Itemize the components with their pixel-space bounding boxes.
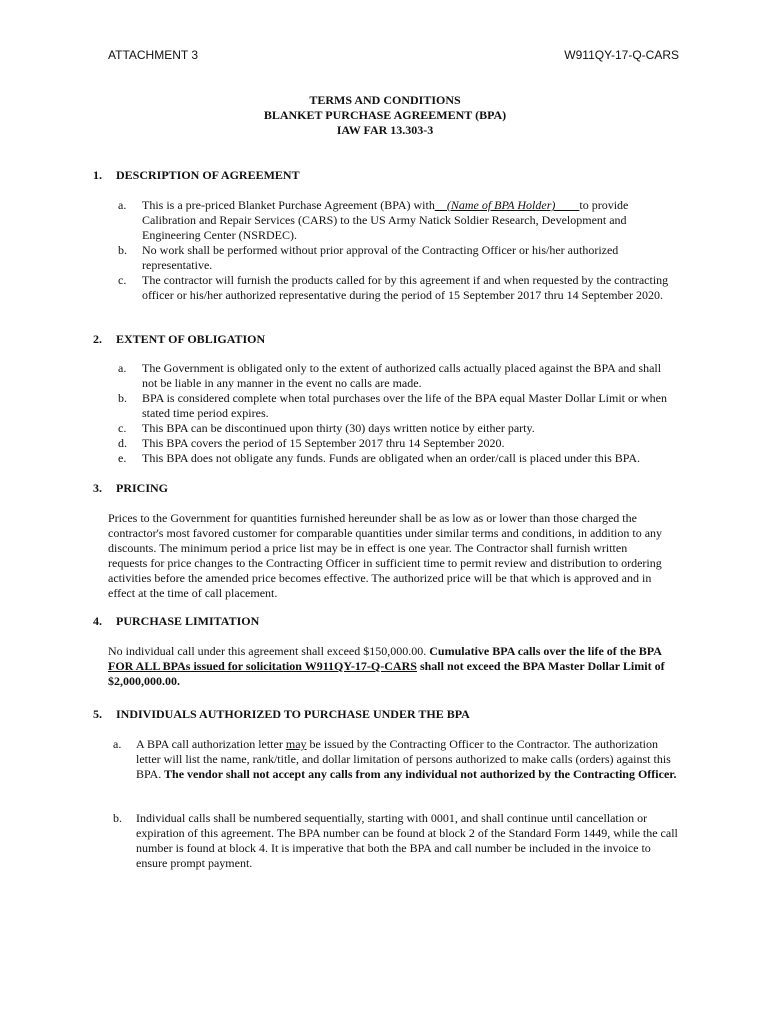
section-number: 2. [93,332,102,346]
list-item-1b: b. No work shall be performed without prior approval of the Contracting Officer or his/her authorized representative. [118,243,619,272]
list-item-2c: c. This BPA can be discontinued upon thirty (30) days written notice by either party. [118,421,535,435]
section-number: 3. [93,481,102,495]
purchase-limitation-paragraph: No individual call under this agreement shall exceed $150,000.00. Cumulative BPA calls over the life of the BPA FOR ALL BPAs issued for solicitation W911QY-17-Q-CARS shall not exceed the BPA Master Dollar Limit of $2,000,000.00. [108,644,665,688]
section-title: EXTENT OF OBLIGATION [116,332,266,346]
header-solicitation-number: W911QY-17-Q-CARS [564,48,679,62]
all-bpas-clause: FOR ALL BPAs issued for solicitation W911QY-17-Q-CARS [108,659,417,673]
may-emphasis: may [285,737,307,751]
section-1-heading [93,168,300,183]
title-line-3: IAW FAR 13.303-3 [336,123,434,137]
section-number: 1. [93,168,102,182]
bpa-holder-blank: __(Name of BPA Holder)____ [434,198,580,212]
section-number: 5. [93,707,102,721]
list-item-5a: a. A BPA call authorization letter may be issued by the Contracting Officer to the Contractor. The authorization letter will list the name, rank/title, and dollar limitation of persons authorized to make calls (orders) against this BPA. The vendor shall not accept any calls from any individual not authorized by the Contracting Officer. [113,737,677,781]
title-line-2: BLANKET PURCHASE AGREEMENT (BPA) [263,108,507,122]
document-title [0,93,770,138]
section-4-heading [93,614,259,629]
section-1-list [118,198,678,303]
list-item-2b: b. BPA is considered complete when total purchases over the life of the BPA equal Master Dollar Limit or when stated time period expires. [118,391,668,420]
section-3-heading [93,481,168,496]
section-title: DESCRIPTION OF AGREEMENT [116,168,300,182]
section-title: INDIVIDUALS AUTHORIZED TO PURCHASE UNDER THE BPA [116,707,470,721]
list-item-5b: b. Individual calls shall be numbered sequentially, starting with 0001, and shall continue until cancellation or expiration of this agreement. The BPA number can be found at block 2 of the Standard Form 1449, while the call number is found at block 4. It is imperative that both the BPA and call number be included in the invoice to ensure prompt payment. [113,811,678,870]
list-item-1a: a. This is a pre-priced Blanket Purchase Agreement (BPA) with__(Name of BPA Holder)____to provide Calibration and Repair Services (CARS) to the US Army Natick Soldier Research, Development and Engineering Center (NSRDEC). [118,198,629,242]
title-line-1: TERMS AND CONDITIONS [309,93,461,107]
section-title: PURCHASE LIMITATION [116,614,260,628]
list-item-2a: a. The Government is obligated only to the extent of authorized calls actually placed against the BPA and shall not be liable in any manner in the event no calls are made. [118,361,662,390]
section-5-heading [93,707,470,722]
section-2-heading [93,332,265,347]
pricing-paragraph: Prices to the Government for quantities furnished hereunder shall be as low as or lower than those charged the contractor's most favored customer for comparable quantities under similar terms and conditions, in addition to any discounts. The minimum period a price list may be in effect is one year. The Contractor shall furnish written requests for price changes to the Contracting Officer in sufficient time to permit review and distribution to ordering activities before the amended price becomes effective. The authorized price will be that which is approved and in effect at the time of call placement. [108,511,663,600]
header-attachment: ATTACHMENT 3 [108,48,199,62]
list-item-2d: d. This BPA covers the period of 15 September 2017 thru 14 September 2020. [118,436,505,450]
section-title: PRICING [116,481,169,495]
list-item-2e: e. This BPA does not obligate any funds. Funds are obligated when an order/call is placed under this BPA. [118,451,641,465]
section-5-item-b [113,811,678,871]
list-item-1c: c. The contractor will furnish the products called for by this agreement if and when requested by the contracting officer or his/her authorized representative during the period of 15 September 2017 thru 14 September 2020. [118,273,669,302]
section-5-item-a [113,737,678,782]
section-2-list [118,361,678,466]
section-number: 4. [93,614,102,628]
